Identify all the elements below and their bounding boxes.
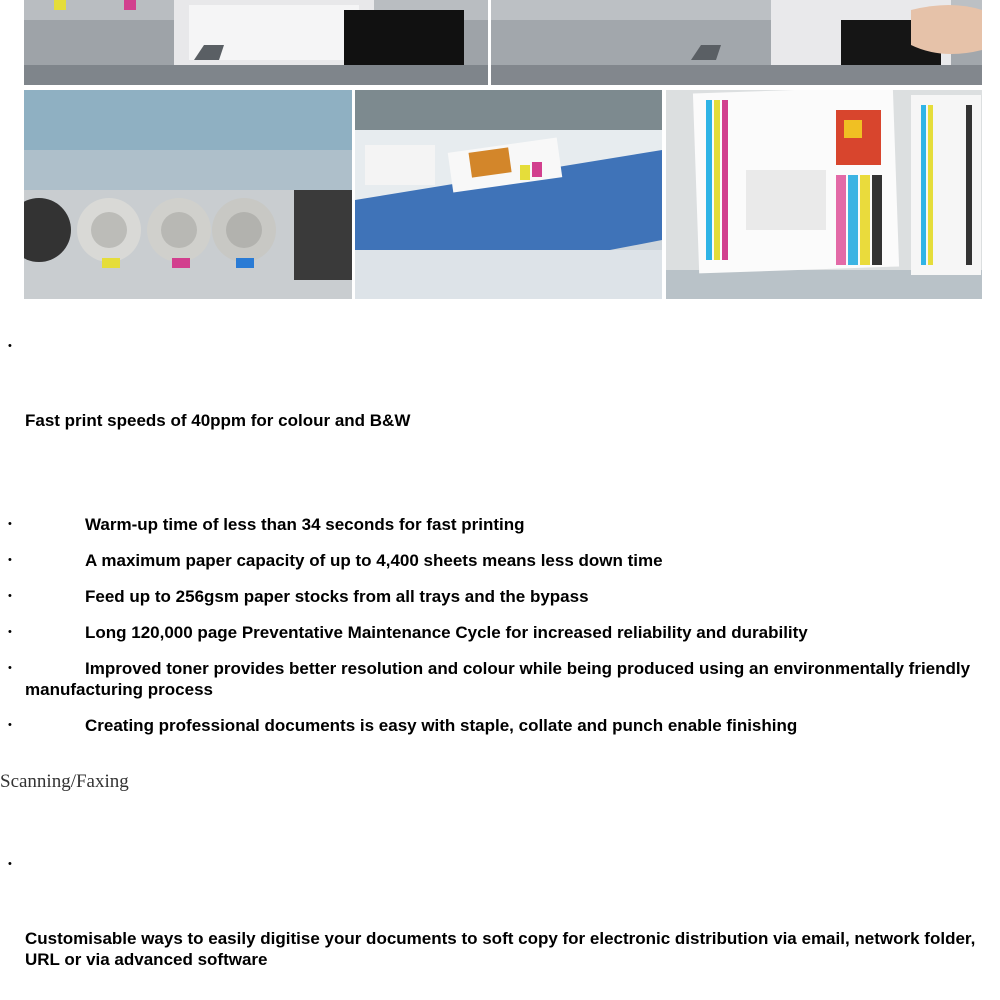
scanning-faxing-heading: Scanning/Faxing (0, 771, 129, 792)
printer-toner-drawer-photo (24, 0, 488, 85)
list-item: Warm-up time of less than 34 seconds for fast printing (85, 515, 525, 534)
document-feeder-photo (355, 90, 662, 299)
colour-test-print-output-photo (666, 90, 982, 299)
printing-headline: Fast print speeds of 40ppm for colour and B&W (25, 411, 411, 430)
list-item: Feed up to 256gsm paper stocks from all trays and the bypass (85, 587, 589, 606)
list-bullet: • (8, 858, 12, 870)
list-item: A maximum paper capacity of up to 4,400 sheets means less down time (85, 551, 663, 570)
printer-toner-drawer-hand-photo (491, 0, 982, 85)
list-item: Creating professional documents is easy with staple, collate and punch enable finishing (85, 716, 798, 735)
list-bullet: • (8, 662, 12, 674)
list-bullet: • (8, 518, 12, 530)
list-item: Improved toner provides better resolution and colour while being produced using an environmentally friendly manufacturing process (25, 659, 971, 699)
list-bullet: • (8, 719, 12, 731)
list-bullet: • (8, 554, 12, 566)
list-bullet: • (8, 626, 12, 638)
list-item: Long 120,000 page Preventative Maintenance Cycle for increased reliability and durability (85, 623, 808, 642)
list-bullet: • (8, 590, 12, 602)
list-bullet: • (8, 340, 12, 352)
scanning-headline: Customisable ways to easily digitise your documents to soft copy for electronic distribution via email, network folder, URL or via advanced software (25, 929, 976, 969)
toner-cartridges-photo (24, 90, 352, 299)
